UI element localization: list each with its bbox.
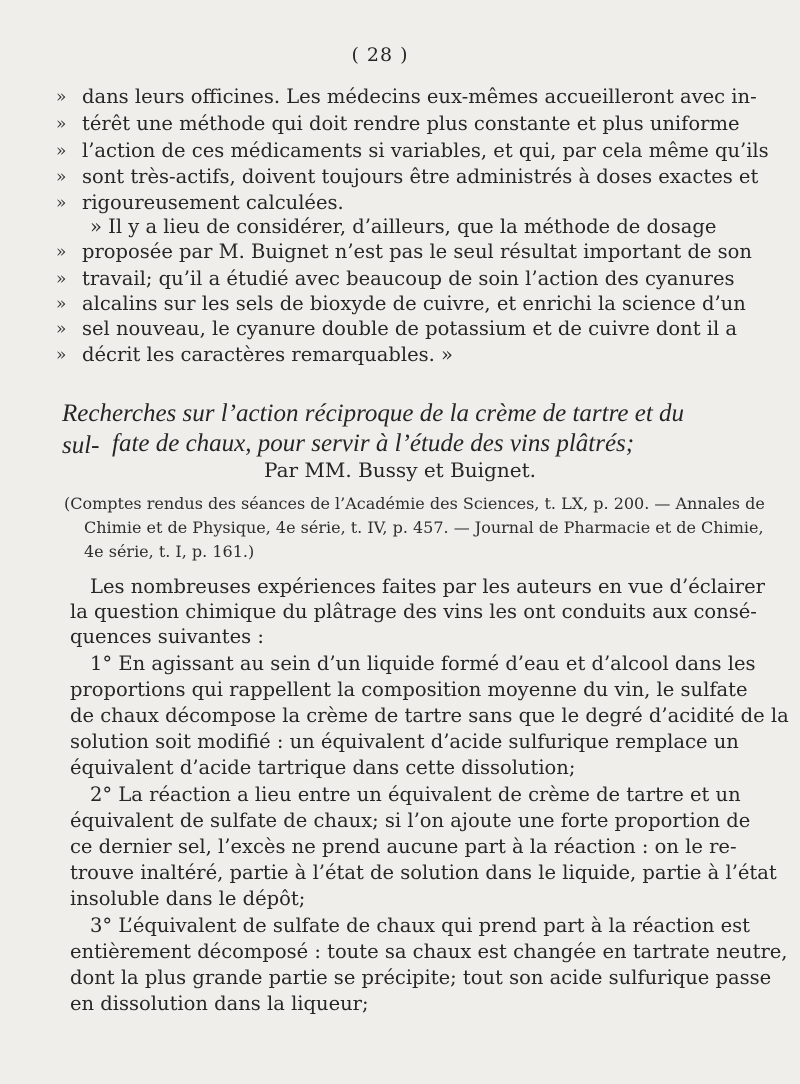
reference-line: Chimie et de Physique, 4e série, t. IV, p. 457. — Journal de Pharmacie et de Chimie,	[84, 518, 764, 537]
article-title-line-1: Recherches sur l’action réciproque de la crème de tartre et du sul-	[62, 400, 685, 459]
body-line: ce dernier sel, l’excès ne prend aucune part à la réaction : on le re-	[70, 835, 737, 858]
body-line: Les nombreuses expériences faites par les auteurs en vue d’éclairer	[90, 575, 765, 598]
quote-marker: »	[56, 345, 67, 365]
body-line: solution soit modifié : un équivalent d’acide sulfurique remplace un	[70, 730, 739, 753]
quote-marker: »	[56, 87, 67, 107]
quote-marker: »	[56, 167, 67, 187]
body-line: 1° En agissant au sein d’un liquide formé d’eau et d’alcool dans les	[90, 652, 756, 675]
body-line: proportions qui rappellent la composition moyenne du vin, le sulfate	[70, 678, 748, 701]
body-line: quences suivantes :	[70, 625, 264, 648]
article-authors: Par MM. Bussy et Buignet.	[264, 458, 536, 482]
document-page: ( 28 ) » dans leurs officines. Les médecins eux-mêmes accueilleront avec in- » térêt une méthode qui doit rendre plus constante et plus uniforme » l’action de ces médicaments si variables, et qui, par cela même qu’ils » sont très-actifs, doivent toujours être administrés à doses exactes et » rigoureusement calculées. » Il y a lieu de considérer, d’ailleurs, que la méthode de dosage » proposée par M. Buignet n’est pas le seul résultat important de son » travail; qu’il a étudié avec beaucoup de soin l’action des cyanures » alcalins sur les sels de bioxyde de cuivre, et enrichi la science d’un » sel nouveau, le cyanure double de potassium et de cuivre dont il a » décrit les caractères remarquables. » Recherches sur l’action réciproque de la crème de tartre et du sul- fate de chaux, pour servir à l’étude des vins plâtrés; Par MM. Bussy et Buignet. (Comptes rendus des séances de l’Académie des Sciences, t. LX, p. 200. — Annales de Chimie et de Physique, 4e série, t. IV, p. 457. — Journal de Pharmacie et de Chimie, 4e série, t. I, p. 161.) Les nombreuses expériences faites par les auteurs en vue d’éclairer la question chimique du plâtrage des vins les ont conduits aux consé- quences suivantes : 1° En agissant au sein d’un liquide formé d’eau et d’alcool dans les proportions qui rappellent la composition moyenne du vin, le sulfate de chaux décompose la crème de tartre sans que le degré d’acidité de la solution soit modifié : un équivalent d’acide sulfurique remplace un équivalent d’acide tartrique dans cette dissolution; 2° La réaction a lieu entre un équivalent de crème de tartre et un équivalent de sulfate de chaux; si l’on ajoute une forte proportion de ce dernier sel, l’excès ne prend aucune part à la réaction : on le re- trouve inaltéré, partie à l’état de solution dans le liquide, partie à l’état insoluble dans le dépôt; 3° L’équivalent de sulfate de chaux qui prend part à la réaction est entièrement décomposé : toute sa chaux est changée en tartrate neutre, dont la plus grande partie se précipite; tout son acide sulfurique passe en dissolution dans la liqueur;	[0, 0, 800, 1084]
quote-marker: »	[56, 269, 67, 289]
body-line: la question chimique du plâtrage des vins les ont conduits aux consé-	[70, 600, 757, 623]
body-line: équivalent de sulfate de chaux; si l’on ajoute une forte proportion de	[70, 809, 751, 832]
body-line: entièrement décomposé : toute sa chaux est changée en tartrate neutre,	[70, 940, 788, 963]
body-line: trouve inaltéré, partie à l’état de solution dans le liquide, partie à l’état	[70, 861, 777, 884]
quote-marker: »	[56, 141, 67, 161]
reference-line: (Comptes rendus des séances de l’Académie des Sciences, t. LX, p. 200. — Annales de	[64, 494, 765, 513]
quote-marker: »	[56, 193, 67, 213]
body-line: insoluble dans le dépôt;	[70, 887, 306, 910]
body-line: équivalent d’acide tartrique dans cette dissolution;	[70, 756, 576, 779]
reference-line: 4e série, t. I, p. 161.)	[84, 542, 255, 561]
body-line: dont la plus grande partie se précipite; tout son acide sulfurique passe	[70, 966, 772, 989]
article-title-line-2: fate de chaux, pour servir à l’étude des vins plâtrés;	[112, 430, 635, 457]
quote-marker: »	[56, 294, 67, 314]
quote-marker: »	[56, 319, 67, 339]
body-line: en dissolution dans la liqueur;	[70, 992, 369, 1015]
body-line: de chaux décompose la crème de tartre sans que le degré d’acidité de la	[70, 704, 789, 727]
page-number: ( 28 )	[351, 44, 409, 66]
body-line: 3° L’équivalent de sulfate de chaux qui prend part à la réaction est	[90, 914, 750, 937]
quote-marker: »	[56, 114, 67, 134]
quote-marker: »	[56, 242, 67, 262]
body-line: 2° La réaction a lieu entre un équivalent de crème de tartre et un	[90, 783, 741, 806]
